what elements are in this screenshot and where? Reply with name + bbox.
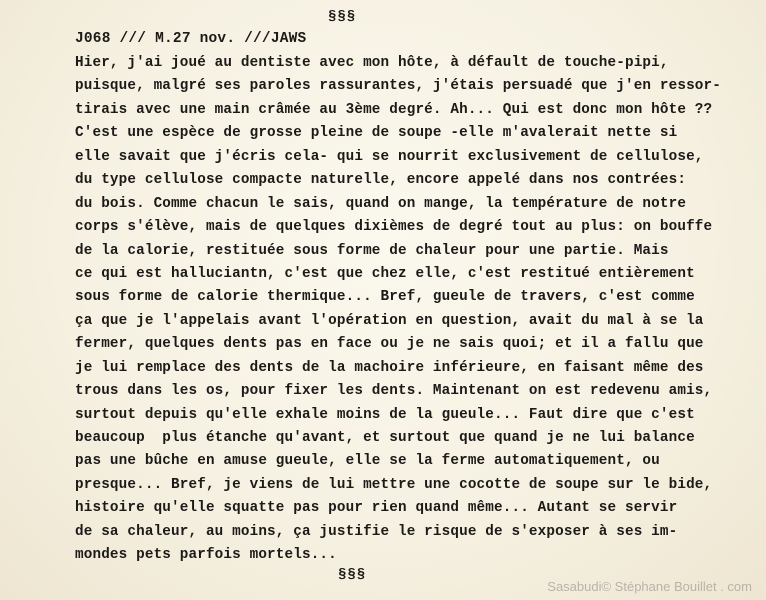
text-line: beaucoup plus étanche qu'avant, et surtout que quand je ne lui balance bbox=[75, 430, 695, 446]
entry-header: J068 /// M.27 nov. ///JAWS bbox=[75, 31, 307, 47]
text-line: ça que je l'appelais avant l'opération en question, avait du mal à se la bbox=[75, 312, 704, 329]
text-line: corps s'élève, mais de quelques dixièmes de degré tout au plus: on bouffe bbox=[75, 219, 713, 236]
section-separator-bottom: §§§ bbox=[338, 567, 367, 583]
text-line: Hier, j'ai joué au dentiste avec mon hôte, à défault de touche-pipi, bbox=[75, 55, 669, 71]
text-line: tirais avec une main crâmée au 3ème degré. Ah... Qui est donc mon hôte ?? bbox=[75, 101, 713, 118]
text-line: de la calorie, restituée sous forme de chaleur pour une partie. Mais bbox=[75, 242, 669, 259]
text-line: mondes pets parfois mortels... bbox=[75, 547, 337, 564]
copyright-credit: Sasabudi© Stéphane Bouillet . com bbox=[547, 579, 752, 594]
text-line: ce qui est halluciantn, c'est que chez elle, c'est restitué entièrement bbox=[75, 265, 695, 282]
text-line: elle savait que j'écris cela- qui se nourrit exclusivement de cellulose, bbox=[75, 148, 704, 165]
text-line: fermer, quelques dents pas en face ou je ne sais quoi; et il a fallu que bbox=[75, 336, 704, 353]
text-line: de sa chaleur, au moins, ça justifie le risque de s'exposer à ses im- bbox=[75, 523, 678, 540]
entry-body bbox=[75, 52, 721, 568]
text-line: C'est une espèce de grosse pleine de soupe -elle m'avalerait nette si bbox=[75, 125, 678, 142]
text-line: trous dans les os, pour fixer les dents. Maintenant on est redevenu amis, bbox=[75, 383, 713, 400]
text-line: pas une bûche en amuse gueule, elle se la ferme automatiquement, ou bbox=[75, 453, 660, 470]
text-line: histoire qu'elle squatte pas pour rien quand même... Autant se servir bbox=[75, 500, 678, 517]
section-separator-top: §§§ bbox=[328, 9, 357, 25]
text-line: du bois. Comme chacun le sais, quand on mange, la température de notre bbox=[75, 195, 687, 212]
text-line: sous forme de calorie thermique... Bref, gueule de travers, c'est comme bbox=[75, 289, 695, 306]
text-line: surtout depuis qu'elle exhale moins de la gueule... Faut dire que c'est bbox=[75, 406, 695, 423]
text-line: du type cellulose compacte naturelle, encore appelé dans nos contrées: bbox=[75, 172, 687, 189]
text-line: presque... Bref, je viens de lui mettre une cocotte de soupe sur le bide, bbox=[75, 476, 713, 493]
text-line: je lui remplace des dents de la machoire inférieure, en faisant même des bbox=[75, 359, 704, 376]
text-line: puisque, malgré ses paroles rassurantes, j'étais persuadé que j'en ressor- bbox=[75, 78, 721, 95]
